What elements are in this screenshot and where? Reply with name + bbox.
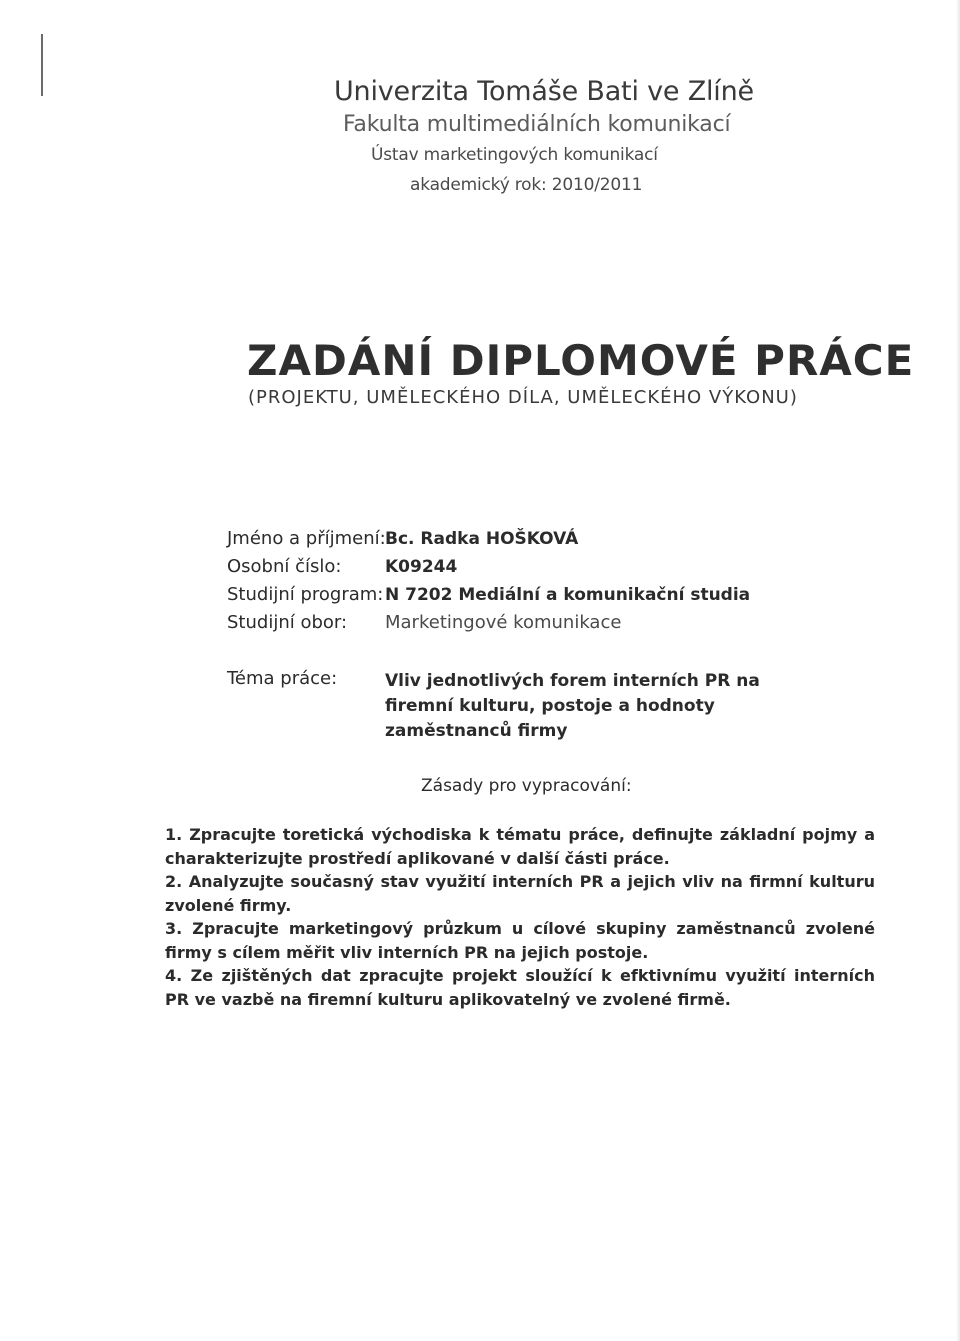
id-label: Osobní číslo: [227,556,342,577]
scan-artifact-mark [41,34,43,96]
name-label: Jméno a příjmení: [227,528,386,549]
list-item: 4. Ze zjištěných dat zpracujte projekt sloužící k efktivnímu využití interních PR ve vazbě na firemní kulturu aplikovatelný ve zvolené firmě. [165,966,875,1009]
field-value: Marketingové komunikace [385,612,622,633]
program-value: N 7202 Mediální a komunikační studia [385,585,751,605]
list-item: 2. Analyzujte současný stav využití interních PR a jejich vliv na firmní kulturu zvolené firmy. [165,872,875,915]
field-label: Studijní obor: [227,612,348,633]
principles-heading: Zásady pro vypracování: [421,776,632,796]
name-value: Bc. Radka HOŠKOVÁ [385,529,579,549]
academic-year: akademický rok: 2010/2011 [410,175,643,195]
program-label: Studijní program: [227,584,384,605]
list-item: 3. Zpracujte marketingový průzkum u cílové skupiny zaměstnanců zvolené firmy s cílem měřit vliv interních PR na jejich postoje. [165,919,875,962]
faculty-name: Fakulta multimediálních komunikací [343,112,731,137]
university-name: Univerzita Tomáše Bati ve Zlíně [334,76,754,107]
institute-name: Ústav marketingových komunikací [371,145,658,165]
topic-label: Téma práce: [227,668,338,689]
scan-edge-shadow [956,0,960,1341]
topic-value: Vliv jednotlivých forem interních PR na firemní kulturu, postoje a hodnoty zaměstnanců firmy [385,671,760,741]
id-value: K09244 [385,557,458,577]
document-title: ZADÁNÍ DIPLOMOVÉ PRÁCE [247,336,915,385]
document-subtitle: (PROJEKTU, UMĚLECKÉHO DÍLA, UMĚLECKÉHO VÝKONU) [248,387,798,408]
principles-list [165,823,875,1011]
list-item: 1. Zpracujte toretická východiska k tématu práce, definujte základní pojmy a charakterizujte prostředí aplikované v další části práce. [165,825,875,868]
